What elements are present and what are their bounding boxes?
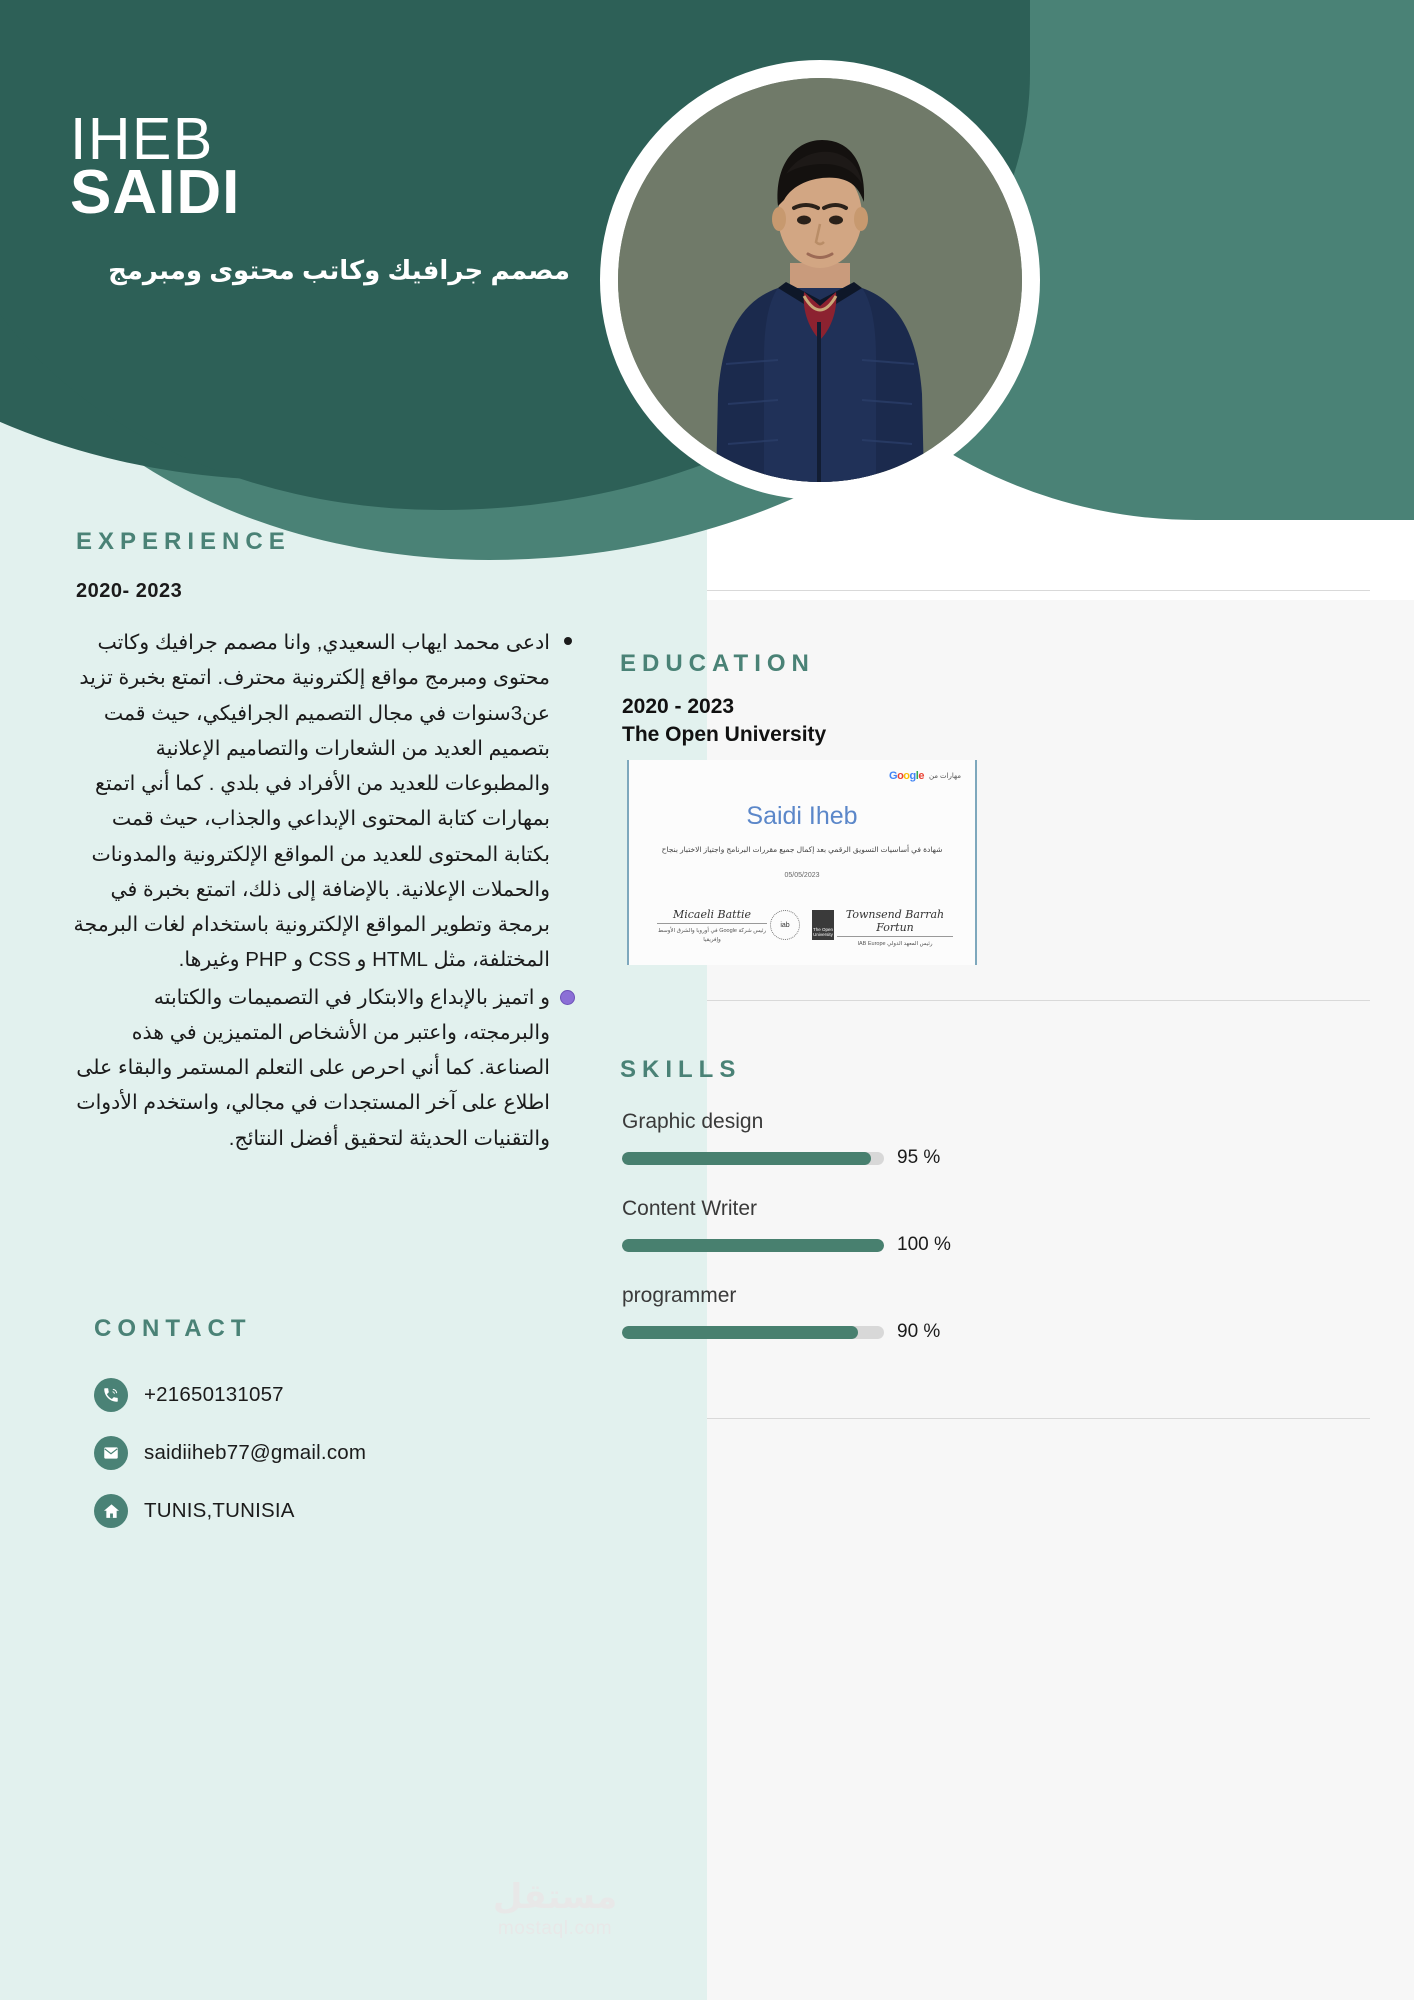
home-icon xyxy=(94,1494,128,1528)
skill-progress-track xyxy=(622,1152,884,1165)
skill-label: Content Writer xyxy=(622,1197,757,1220)
job-title: مصمم جرافيك وكاتب محتوى ومبرمج xyxy=(108,255,570,285)
skill-progress-fill xyxy=(622,1239,884,1252)
certificate-brand-prefix: مهارات من xyxy=(928,773,961,780)
contact-row-phone[interactable] xyxy=(94,1378,514,1412)
watermark-arabic: مستقل xyxy=(492,1878,618,1916)
first-name: IHEB xyxy=(70,106,214,172)
divider-middle xyxy=(707,1000,1370,1001)
experience-item-text: ادعى محمد ايهاب السعيدي, وانا مصمم جرافيك وكاتب محتوى ومبرمج مواقع إلكترونية محترف. اتمتع بخبرة تزيد عن3سنوات في مجال التصميم الجرافيكي، حيث قمت بتصميم العديد من الشعارات والتصاميم الإعلانية والمطبوعات للعديد من الأفراد في بلدي . كما أني اتمتع بمهارات كتابة المحتوى الإبداعي والجذاب، حيث قمت بكتابة المحتوى للعديد من المواقع الإلكترونية والمدونات والحملات الإعلانية. بالإضافة إلى ذلك، اتمتع بخبرة في برمجة وتطوير المواقع الإلكترونية باستخدام لغات البرمجة المختلفة، مثل HTML و CSS و PHP وغيرها. xyxy=(73,631,550,972)
certificate-description: شهادة في أساسيات التسويق الرقمي بعد إكمال جميع مقررات البرنامج واجتياز الاختبار بنجاح xyxy=(661,845,943,854)
skill-item-content-writer xyxy=(622,1197,982,1256)
certificate-seals xyxy=(629,910,975,940)
signature-right-name: Townsend Barrah Fortun xyxy=(845,908,945,934)
experience-item xyxy=(72,625,550,978)
google-logo-icon: Google xyxy=(889,770,924,782)
watermark-latin: mostaql.com xyxy=(497,1917,613,1939)
university-seal-icon: The Open University xyxy=(812,910,834,940)
phone-icon xyxy=(94,1378,128,1412)
certificate-date: 05/05/2023 xyxy=(784,872,820,879)
last-name: SAIDI xyxy=(70,158,241,227)
signature-left-caption: رئيس شركة Google في أوروبا والشرق الأوسط وإفريقيا xyxy=(657,928,767,943)
iab-seal-icon: iab xyxy=(770,910,800,940)
experience-item xyxy=(72,980,550,1156)
contact-email-value: saidiiheb77@gmail.com xyxy=(144,1441,367,1464)
certificate-image xyxy=(627,760,977,965)
profile-photo-illustration xyxy=(618,78,1022,482)
skill-label: Graphic design xyxy=(622,1110,764,1133)
skill-percent: 90 % xyxy=(897,1321,941,1342)
bullet-purple-icon xyxy=(560,990,575,1005)
avatar xyxy=(618,78,1022,482)
skill-label: programmer xyxy=(622,1284,737,1307)
bullet-icon xyxy=(564,637,572,645)
education-section-title: EDUCATION xyxy=(620,650,815,677)
skill-percent: 95 % xyxy=(897,1147,941,1168)
skill-progress-track xyxy=(622,1326,884,1339)
skill-item-programmer xyxy=(622,1284,982,1343)
contact-row-email[interactable] xyxy=(94,1436,514,1470)
divider-top xyxy=(707,590,1370,591)
skill-progress-fill xyxy=(622,1152,871,1165)
experience-date-range: 2020- 2023 xyxy=(76,580,183,602)
signature-left-name: Micaeli Battie xyxy=(672,908,752,921)
skill-progress-track xyxy=(622,1239,884,1252)
contact-section-title: CONTACT xyxy=(94,1315,252,1342)
experience-body xyxy=(72,625,550,1158)
skills-section-title: SKILLS xyxy=(620,1056,742,1083)
signature-right-caption: رئيس المعهد الدولي IAB Europe xyxy=(857,941,933,947)
skill-item-graphic-design xyxy=(622,1110,982,1169)
education-date-range: 2020 - 2023 xyxy=(622,695,735,718)
skill-progress-fill xyxy=(622,1326,858,1339)
experience-section-title: EXPERIENCE xyxy=(76,528,291,555)
certificate-brand xyxy=(889,770,961,782)
experience-item-text: و اتميز بالإبداع والابتكار في التصميمات والكتابته والبرمجته، واعتبر من الأشخاص المتميزين في هذه الصناعة. كما أني احرص على التعلم المستمر والبقاء على اطلاع على آخر المستجدات في مجالي، واستخدم الأدوات والتقنيات الحديثة لتحقيق أفضل النتائج. xyxy=(76,985,550,1150)
certificate-recipient: Saidi Iheb xyxy=(746,802,858,830)
email-icon xyxy=(94,1436,128,1470)
mostaql-watermark xyxy=(455,1880,655,1940)
skill-percent: 100 % xyxy=(897,1234,951,1255)
skills-list xyxy=(622,1110,982,1371)
education-school: The Open University xyxy=(622,723,827,746)
contact-row-location[interactable] xyxy=(94,1494,514,1528)
contact-phone-value: +21650131057 xyxy=(144,1383,284,1406)
contact-list xyxy=(94,1378,514,1552)
contact-location-value: TUNIS,TUNISIA xyxy=(144,1499,295,1522)
divider-bottom xyxy=(707,1418,1370,1419)
